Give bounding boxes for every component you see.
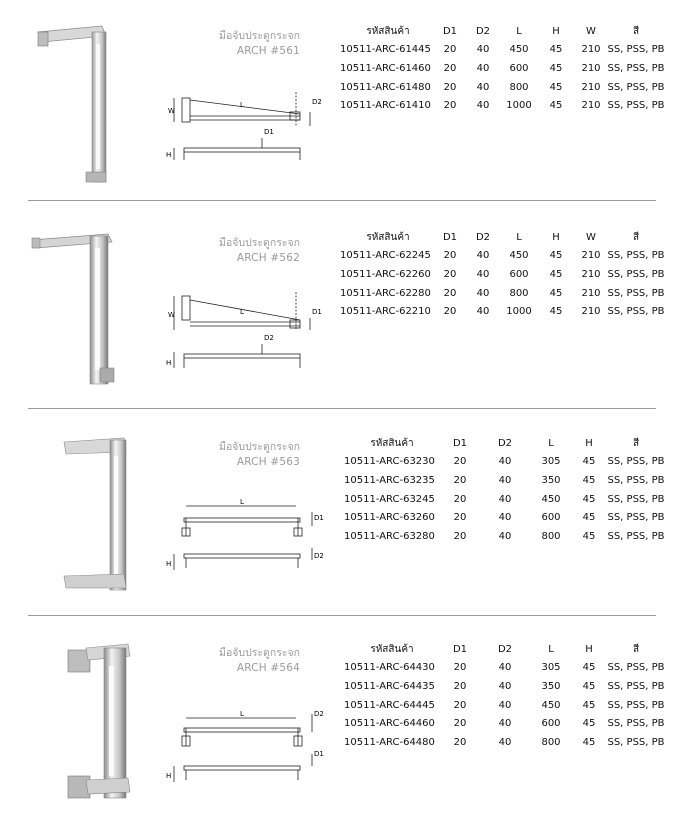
cell: 40	[498, 736, 512, 748]
table-row	[344, 471, 666, 490]
cell: 10511-ARC-64445	[344, 699, 435, 711]
cell: 10511-ARC-61410	[340, 100, 431, 112]
cell: 800	[541, 530, 561, 542]
cell: 40	[476, 306, 490, 318]
col-header: รหัสสินค้า	[370, 643, 414, 655]
cell: 210	[581, 250, 601, 262]
table-row	[340, 302, 666, 321]
col-header: L	[516, 25, 522, 37]
cell: 450	[509, 250, 529, 262]
cell: 600	[509, 268, 529, 280]
cell: 1000	[506, 100, 532, 112]
cell: 20	[443, 62, 457, 74]
cell: SS, PSS, PB	[607, 81, 665, 93]
cell: 45	[582, 662, 596, 674]
cell: 10511-ARC-64460	[344, 718, 435, 730]
spec-table	[340, 22, 666, 115]
cell: 40	[498, 474, 512, 486]
label-d-top: D2	[312, 98, 322, 106]
cell: 45	[549, 81, 563, 93]
table-header-row	[340, 22, 666, 41]
cell: SS, PSS, PB	[607, 268, 665, 280]
cell: 350	[541, 474, 561, 486]
cell: 10511-ARC-61480	[340, 81, 431, 93]
table-row	[344, 508, 666, 527]
col-header: H	[585, 643, 593, 655]
cell: 45	[549, 62, 563, 74]
col-header: H	[585, 437, 593, 449]
cell: 40	[498, 662, 512, 674]
cell: 210	[581, 287, 601, 299]
label-d-top: D1	[312, 308, 322, 316]
dimension-diagram	[162, 86, 332, 176]
product-model: ARCH #563	[236, 456, 300, 468]
cell: 40	[476, 287, 490, 299]
cell: 10511-ARC-63260	[344, 512, 435, 524]
product-name-th: มือจับประตูกระจก	[219, 441, 300, 453]
table-row	[340, 59, 666, 78]
label-l: L	[240, 101, 244, 109]
dimension-diagram	[162, 290, 332, 380]
cell: 45	[549, 268, 563, 280]
cell: 210	[581, 81, 601, 93]
label-d-mid: D2	[264, 334, 274, 342]
col-header: H	[552, 25, 560, 37]
cell: SS, PSS, PB	[607, 44, 665, 56]
cell: 10511-ARC-63230	[344, 456, 435, 468]
cell: 20	[443, 306, 457, 318]
cell: 20	[443, 268, 457, 280]
cell: 45	[549, 44, 563, 56]
col-header: D2	[497, 643, 513, 655]
label-l: L	[240, 498, 244, 506]
cell: 210	[581, 306, 601, 318]
label-d-top: D1	[314, 514, 324, 522]
cell: 600	[541, 718, 561, 730]
section-divider	[28, 200, 656, 201]
cell: 45	[582, 530, 596, 542]
product-name-th: มือจับประตูกระจก	[219, 30, 300, 42]
cell: 10511-ARC-63245	[344, 493, 435, 505]
table-row	[340, 96, 666, 115]
cell: 45	[582, 512, 596, 524]
cell: 40	[498, 718, 512, 730]
cell: SS, PSS, PB	[607, 474, 665, 486]
cell: 40	[498, 512, 512, 524]
table-row	[344, 490, 666, 509]
table-row	[344, 696, 666, 715]
cell: 10511-ARC-63235	[344, 474, 435, 486]
col-header: D2	[475, 25, 491, 37]
cell: 45	[582, 680, 596, 692]
spec-table	[344, 640, 666, 752]
col-header: D1	[442, 231, 458, 243]
label-d-bot: D2	[314, 552, 324, 560]
cell: SS, PSS, PB	[607, 736, 665, 748]
cell: 45	[582, 699, 596, 711]
dimension-diagram	[162, 706, 332, 788]
cell: 800	[509, 287, 529, 299]
cell: 20	[453, 474, 467, 486]
cell: 10511-ARC-64435	[344, 680, 435, 692]
col-header: L	[548, 643, 554, 655]
cell: SS, PSS, PB	[607, 662, 665, 674]
label-l: L	[240, 308, 244, 316]
cell: 40	[476, 268, 490, 280]
cell: 20	[443, 250, 457, 262]
table-row	[344, 677, 666, 696]
cell: 450	[541, 493, 561, 505]
cell: 210	[581, 268, 601, 280]
table-row	[344, 453, 666, 472]
col-header: H	[552, 231, 560, 243]
cell: 800	[541, 736, 561, 748]
label-h: H	[166, 151, 172, 159]
cell: 600	[541, 512, 561, 524]
cell: 20	[453, 736, 467, 748]
cell: 20	[443, 44, 457, 56]
cell: 20	[453, 493, 467, 505]
col-header: รหัสสินค้า	[366, 25, 410, 37]
label-l: L	[240, 710, 244, 718]
cell: 45	[582, 493, 596, 505]
cell: 210	[581, 62, 601, 74]
table-row	[340, 41, 666, 60]
table-row	[344, 659, 666, 678]
cell: SS, PSS, PB	[607, 699, 665, 711]
cell: 305	[541, 456, 561, 468]
product-model: ARCH #562	[236, 252, 300, 264]
cell: 20	[453, 699, 467, 711]
cell: 40	[476, 44, 490, 56]
cell: 45	[582, 474, 596, 486]
cell: 450	[509, 44, 529, 56]
cell: 45	[549, 100, 563, 112]
cell: 40	[476, 81, 490, 93]
cell: 40	[476, 62, 490, 74]
cell: 350	[541, 680, 561, 692]
cell: 20	[443, 287, 457, 299]
product-model: ARCH #564	[236, 662, 300, 674]
col-header: L	[548, 437, 554, 449]
table-header-row	[340, 228, 666, 247]
cell: 10511-ARC-61460	[340, 62, 431, 74]
cell: 20	[453, 512, 467, 524]
label-h: H	[166, 560, 172, 568]
table-row	[340, 284, 666, 303]
table-header-row	[344, 434, 666, 453]
cell: SS, PSS, PB	[607, 512, 665, 524]
cell: 45	[582, 736, 596, 748]
cell: 20	[453, 662, 467, 674]
table-row	[340, 78, 666, 97]
col-header: D1	[442, 25, 458, 37]
label-w: W	[168, 311, 175, 319]
col-header: D2	[497, 437, 513, 449]
cell: 45	[549, 250, 563, 262]
cell: SS, PSS, PB	[607, 100, 665, 112]
col-header: สี	[632, 25, 640, 37]
handle-photo	[28, 228, 143, 393]
cell: 20	[453, 680, 467, 692]
cell: SS, PSS, PB	[607, 62, 665, 74]
section-divider	[28, 408, 656, 409]
table-header-row	[344, 640, 666, 659]
label-d-bot: D1	[314, 750, 324, 758]
cell: SS, PSS, PB	[607, 493, 665, 505]
table-row	[340, 265, 666, 284]
label-h: H	[166, 359, 172, 367]
col-header: D2	[475, 231, 491, 243]
cell: 20	[453, 718, 467, 730]
col-header: สี	[632, 643, 640, 655]
table-row	[344, 527, 666, 546]
col-header: สี	[632, 231, 640, 243]
col-header: L	[516, 231, 522, 243]
table-row	[340, 247, 666, 266]
label-h: H	[166, 772, 172, 780]
handle-photo	[58, 640, 148, 805]
col-header: D1	[452, 643, 468, 655]
table-row	[344, 733, 666, 752]
cell: 210	[581, 44, 601, 56]
cell: 40	[498, 530, 512, 542]
col-header: รหัสสินค้า	[366, 231, 410, 243]
cell: 40	[498, 699, 512, 711]
product-name-th: มือจับประตูกระจก	[219, 647, 300, 659]
product-name-th: มือจับประตูกระจก	[219, 237, 300, 249]
cell: 45	[582, 456, 596, 468]
cell: 1000	[506, 306, 532, 318]
cell: 45	[549, 306, 563, 318]
product-model: ARCH #561	[236, 45, 300, 57]
cell: 20	[453, 530, 467, 542]
cell: 600	[509, 62, 529, 74]
label-w: W	[168, 107, 175, 115]
handle-photo	[44, 432, 144, 597]
col-header: W	[586, 25, 596, 37]
cell: 10511-ARC-62210	[340, 306, 431, 318]
dimension-diagram	[162, 498, 332, 580]
cell: 40	[476, 250, 490, 262]
col-header: รหัสสินค้า	[370, 437, 414, 449]
col-header: W	[586, 231, 596, 243]
cell: 800	[509, 81, 529, 93]
cell: 40	[476, 100, 490, 112]
col-header: สี	[632, 437, 640, 449]
cell: 210	[581, 100, 601, 112]
cell: 10511-ARC-64430	[344, 662, 435, 674]
cell: 40	[498, 493, 512, 505]
cell: 20	[443, 81, 457, 93]
spec-table	[344, 434, 666, 546]
col-header: D1	[452, 437, 468, 449]
cell: 10511-ARC-63280	[344, 530, 435, 542]
cell: 450	[541, 699, 561, 711]
cell: 10511-ARC-64480	[344, 736, 435, 748]
cell: 305	[541, 662, 561, 674]
cell: 10511-ARC-62260	[340, 268, 431, 280]
cell: 20	[453, 456, 467, 468]
spec-table	[340, 228, 666, 321]
cell: 40	[498, 680, 512, 692]
section-divider	[28, 615, 656, 616]
cell: 45	[549, 287, 563, 299]
cell: SS, PSS, PB	[607, 250, 665, 262]
cell: 20	[443, 100, 457, 112]
handle-photo	[30, 22, 145, 187]
cell: SS, PSS, PB	[607, 306, 665, 318]
label-d-mid: D1	[264, 128, 274, 136]
cell: SS, PSS, PB	[607, 456, 665, 468]
cell: SS, PSS, PB	[607, 718, 665, 730]
cell: 10511-ARC-62280	[340, 287, 431, 299]
cell: 10511-ARC-62245	[340, 250, 431, 262]
cell: 10511-ARC-61445	[340, 44, 431, 56]
cell: SS, PSS, PB	[607, 680, 665, 692]
cell: 40	[498, 456, 512, 468]
table-row	[344, 714, 666, 733]
cell: SS, PSS, PB	[607, 287, 665, 299]
label-d-top: D2	[314, 710, 324, 718]
cell: SS, PSS, PB	[607, 530, 665, 542]
cell: 45	[582, 718, 596, 730]
